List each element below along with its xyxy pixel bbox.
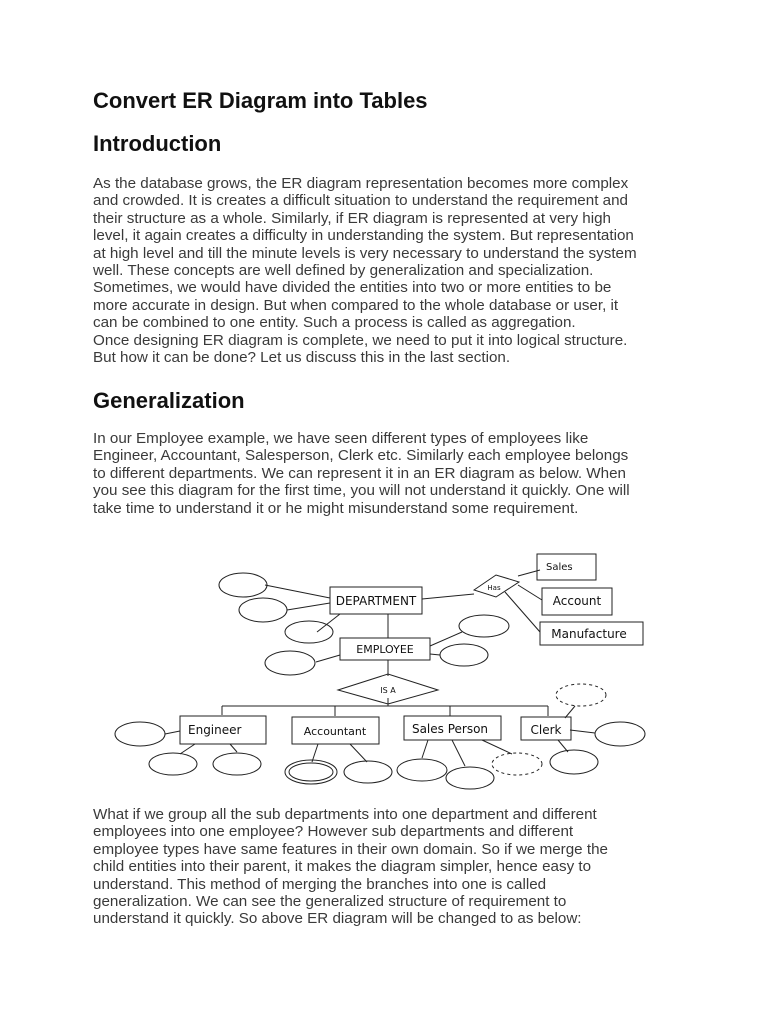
connector-line xyxy=(430,654,440,655)
entity-employee-label: EMPLOYEE xyxy=(356,643,414,656)
connector-line xyxy=(518,585,542,600)
attribute-ellipse xyxy=(446,767,494,789)
connector-line xyxy=(452,740,465,766)
connector-line xyxy=(230,744,237,752)
attribute-ellipse xyxy=(440,644,488,666)
entity-account-label: Account xyxy=(552,594,602,608)
attribute-ellipse xyxy=(219,573,267,597)
relationship-has-label: Has xyxy=(487,584,501,592)
connector-line xyxy=(422,594,474,599)
entity-engineer-label: Engineer xyxy=(188,723,242,737)
connector-line xyxy=(165,731,180,734)
attribute-ellipse xyxy=(397,759,447,781)
derived-attribute-ellipse xyxy=(556,684,606,706)
entity-clerk-label: Clerk xyxy=(530,723,562,737)
connector-line xyxy=(565,706,575,718)
attribute-ellipse xyxy=(265,651,315,675)
connector-line xyxy=(265,585,330,598)
multivalued-attribute-ellipse-inner xyxy=(289,763,333,781)
relationship-isa-label: IS A xyxy=(380,686,396,695)
attribute-ellipse xyxy=(213,753,261,775)
attribute-ellipse xyxy=(115,722,165,746)
attribute-ellipse xyxy=(149,753,197,775)
connector-line xyxy=(316,655,340,662)
er-diagram xyxy=(0,540,768,800)
entity-sales-person-label: Sales Person xyxy=(411,722,489,736)
entity-manufacture-label: Manufacture xyxy=(551,627,627,641)
attribute-ellipse xyxy=(239,598,287,622)
introduction-paragraph: As the database grows, the ER diagram representation becomes more complex and crowded. It is creates a difficult situation to understand the requirement and their structure as a whole. Similarly, if ER diagram is represented at very high level, it again creates a difficulty in understanding the system. But representation at high level and till the minute levels is very necessary to understand the system well. These concepts are well defined by generalization and specialization. Sometimes, we would have divided the entities into two or more entities to be more accurate in design. But when compared to the whole database or user, it can be combined to one entity. Such a process is called as aggregation. Once designing ER diagram is complete, we need to put it into logical structure. But how it can be done? Let us discuss this in the last section. xyxy=(93,175,637,367)
entity-sales-label: Sales xyxy=(546,562,573,573)
generalization-followup-paragraph: What if we group all the sub departments into one department and different employees into one employee? However sub departments and different employee types have same features in their own domain. So if we merge the child entities into their parent, it makes the diagram simpler, hence easy to understand. This method of merging the branches into one is called generalization. We can see the generalized structure of requirement to understand it quickly. So above ER diagram will be changed to as below: xyxy=(93,806,608,928)
derived-attribute-ellipse xyxy=(492,753,542,775)
multivalued-attribute-ellipse xyxy=(285,760,337,784)
generalization-paragraph: In our Employee example, we have seen different types of employees like Engineer, Accountant, Salesperson, Clerk etc. Similarly each employee belongs to different departments. We can represent it in an ER diagram as below. When you see this diagram for the first time, you will not understand it quickly. One will take time to understand it or he might misunderstand some requirement. xyxy=(93,430,630,517)
attribute-ellipse xyxy=(595,722,645,746)
connector-line xyxy=(312,744,318,762)
connector-line xyxy=(180,744,195,754)
attribute-ellipse xyxy=(550,750,598,774)
attribute-ellipse xyxy=(344,761,392,783)
section-heading-introduction: Introduction xyxy=(93,131,222,156)
attribute-ellipse xyxy=(459,615,509,637)
attribute-ellipse xyxy=(285,621,333,643)
connector-line xyxy=(430,632,462,646)
connector-line xyxy=(482,740,512,754)
connector-line xyxy=(505,592,540,632)
document-title: Convert ER Diagram into Tables xyxy=(93,88,428,113)
connector-line xyxy=(317,614,340,632)
entity-department-label: DEPARTMENT xyxy=(335,594,417,608)
connector-line xyxy=(422,740,428,758)
section-heading-generalization: Generalization xyxy=(93,388,245,413)
connector-line xyxy=(287,603,330,610)
connector-line xyxy=(570,730,595,733)
connector-line xyxy=(350,744,367,762)
entity-accountant-label: Accountant xyxy=(303,725,367,738)
